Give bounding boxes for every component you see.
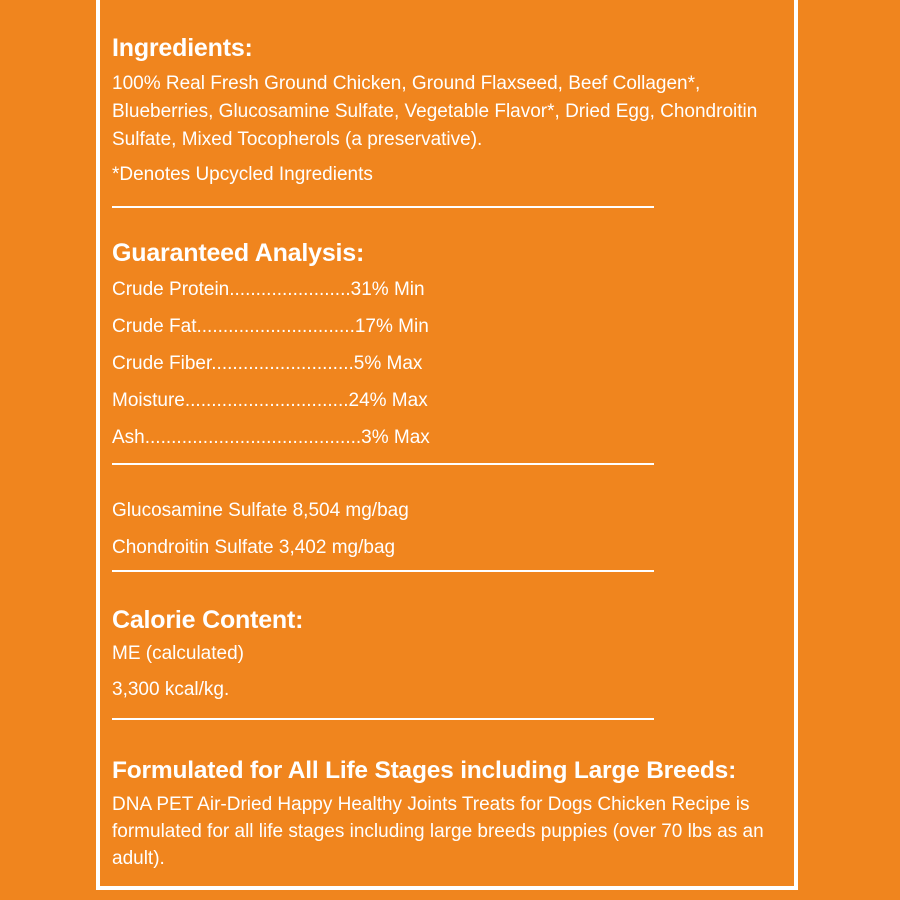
formulated-text: DNA PET Air-Dried Happy Healthy Joints Treats for Dogs Chicken Recipe is formulated for all life stages including large breeds puppies (over 70 lbs as an adult). [112,794,764,869]
supplements-section [112,492,409,566]
divider-1 [112,206,654,208]
divider-3 [112,570,654,572]
upcycled-note: *Denotes Upcycled Ingredients [112,164,373,185]
divider-4 [112,718,654,720]
analysis-heading: Guaranteed Analysis: [112,239,365,267]
calorie-line-1: ME (calculated) [112,643,244,664]
analysis-row-moisture: Moisture...............................24% Max [112,390,428,411]
chondroitin-row: Chondroitin Sulfate 3,402 mg/bag [112,537,396,558]
calorie-section [112,604,303,708]
calorie-heading: Calorie Content: [112,606,304,634]
ingredients-heading: Ingredients: [112,34,253,62]
ingredients-text: 100% Real Fresh Ground Chicken, Ground Flaxseed, Beef Collagen*, Blueberries, Glucosamine Sulfate, Vegetable Flavor*, Dried Egg, Chondroitin Sulfate, Mixed Tocopherols (a preservative). [112,73,758,150]
divider-2 [112,463,654,465]
ingredients-section [112,32,792,190]
formulated-heading: Formulated for All Life Stages including Large Breeds: [112,757,737,784]
glucosamine-row: Glucosamine Sulfate 8,504 mg/bag [112,500,409,521]
calorie-line-2: 3,300 kcal/kg. [112,679,230,700]
formulated-section [112,755,802,872]
analysis-row-fiber: Crude Fiber...........................5% Max [112,353,423,374]
analysis-row-ash: Ash.........................................3% Max [112,427,430,448]
guaranteed-analysis-section [112,237,430,456]
analysis-row-fat: Crude Fat..............................17% Min [112,316,429,337]
analysis-row-protein: Crude Protein.......................31% Min [112,279,425,300]
